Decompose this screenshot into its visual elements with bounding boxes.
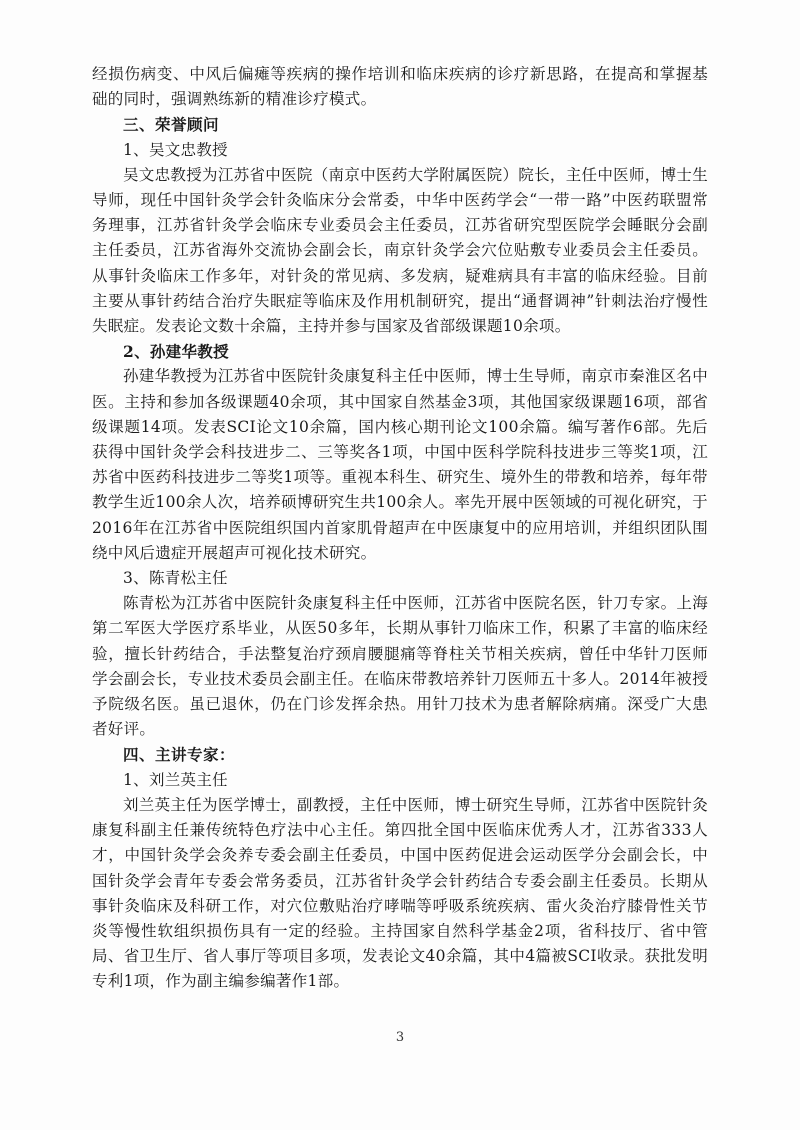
expert-bio-sun: 孙建华教授为江苏省中医院针灸康复科主任中医师，博士生导师，南京市秦淮区名中医。主持和参加各级课题40余项，其中国家自然基金3项，其他国家级课题16项，部省级课题14项。发表SCI论文10余篇，国内核心期刊论文100余篇。编写著作6部。先后获得中国针灸学会科技进步二、三等奖各1项，中国中医科学院科技进步三等奖1项，江苏省中医药科技进步二等奖1项等。重视本科生、研究生、境外生的带教和培养，每年带教学生近100余人次，培养硕博研究生共100余人。率先开展中医领域的可视化研究，于2016年在江苏省中医院组织国内首家肌骨超声在中医康复中的应用培训，并组织团队围绕中风后遗症开展超声可视化技术研究。 bbox=[92, 367, 708, 562]
expert-title-chen: 3、陈青松主任 bbox=[123, 569, 228, 588]
expert-title-liu: 1、刘兰英主任 bbox=[123, 770, 228, 789]
page-number: 3 bbox=[395, 1030, 405, 1045]
expert-title-wu: 1、吴文忠教授 bbox=[123, 140, 228, 159]
intro-paragraph: 经损伤病变、中风后偏瘫等疾病的操作培训和临床疾病的诊疗新思路，在提高和掌握基础的同时，强调熟练新的精准诊疗模式。 bbox=[92, 65, 708, 109]
expert-bio-wu: 吴文忠教授为江苏省中医院（南京中医药大学附属医院）院长，主任中医师，博士生导师，现任中国针灸学会针灸临床分会常委，中华中医药学会“一带一路”中医药联盟常务理事，江苏省针灸学会临床专业委员会主任委员，江苏省研究型医院学会睡眠分会副主任委员，江苏省海外交流协会副会长，南京针灸学会穴位贴敷专业委员会主任委员。从事针灸临床工作多年，对针灸的常见病、多发病，疑难病具有丰富的临床经验。目前主要从事针药结合治疗失眠症等临床及作用机制研究，提出“通督调神”针刺法治疗慢性失眠症。发表论文数十余篇，主持并参与国家及省部级课题10余项。 bbox=[92, 165, 708, 336]
expert-bio-liu: 刘兰英主任为医学博士，副教授，主任中医师，博士研究生导师，江苏省中医院针灸康复科副主任兼传统特色疗法中心主任。第四批全国中医临床优秀人才，江苏省333人才，中国针灸学会灸养专委会副主任委员，中国中医药促进会运动医学分会副会长，中国针灸学会青年专委会常务委员，江苏省针灸学会针药结合专委会副主任委员。长期从事针灸临床及科研工作，对穴位敷贴治疗哮喘等呼吸系统疾病、雷火灸治疗膝骨性关节炎等慢性软组织损伤具有一定的经验。主持国家自然科学基金2项，省科技厅、省中管局、省卫生厅、省人事厅等项目多项，发表论文40余篇，其中4篇被SCI收录。获批发明专利1项，作为副主编参编著作1部。 bbox=[92, 795, 708, 991]
expert-title-sun: 2、孙建华教授 bbox=[123, 342, 229, 362]
section-heading-honorary-advisors: 三、荣誉顾问 bbox=[123, 115, 220, 135]
section-heading-lecturers: 四、主讲专家： bbox=[123, 745, 236, 765]
expert-bio-chen: 陈青松为江苏省中医院针灸康复科主任中医师，江苏省中医院名医，针刀专家。上海第二军医大学医疗系毕业，从医50多年，长期从事针刀临床工作，积累了丰富的临床经验，擅长针药结合，手法整复治疗颈肩腰腿痛等脊柱关节相关疾病，曾任中华针刀医师学会副会长，专业技术委员会副主任。在临床带教培养针刀医师五十多人。2014年被授予院级名医。虽已退休，仍在门诊发挥余热。用针刀技术为患者解除病痛。深受广大患者好评。 bbox=[92, 594, 708, 739]
